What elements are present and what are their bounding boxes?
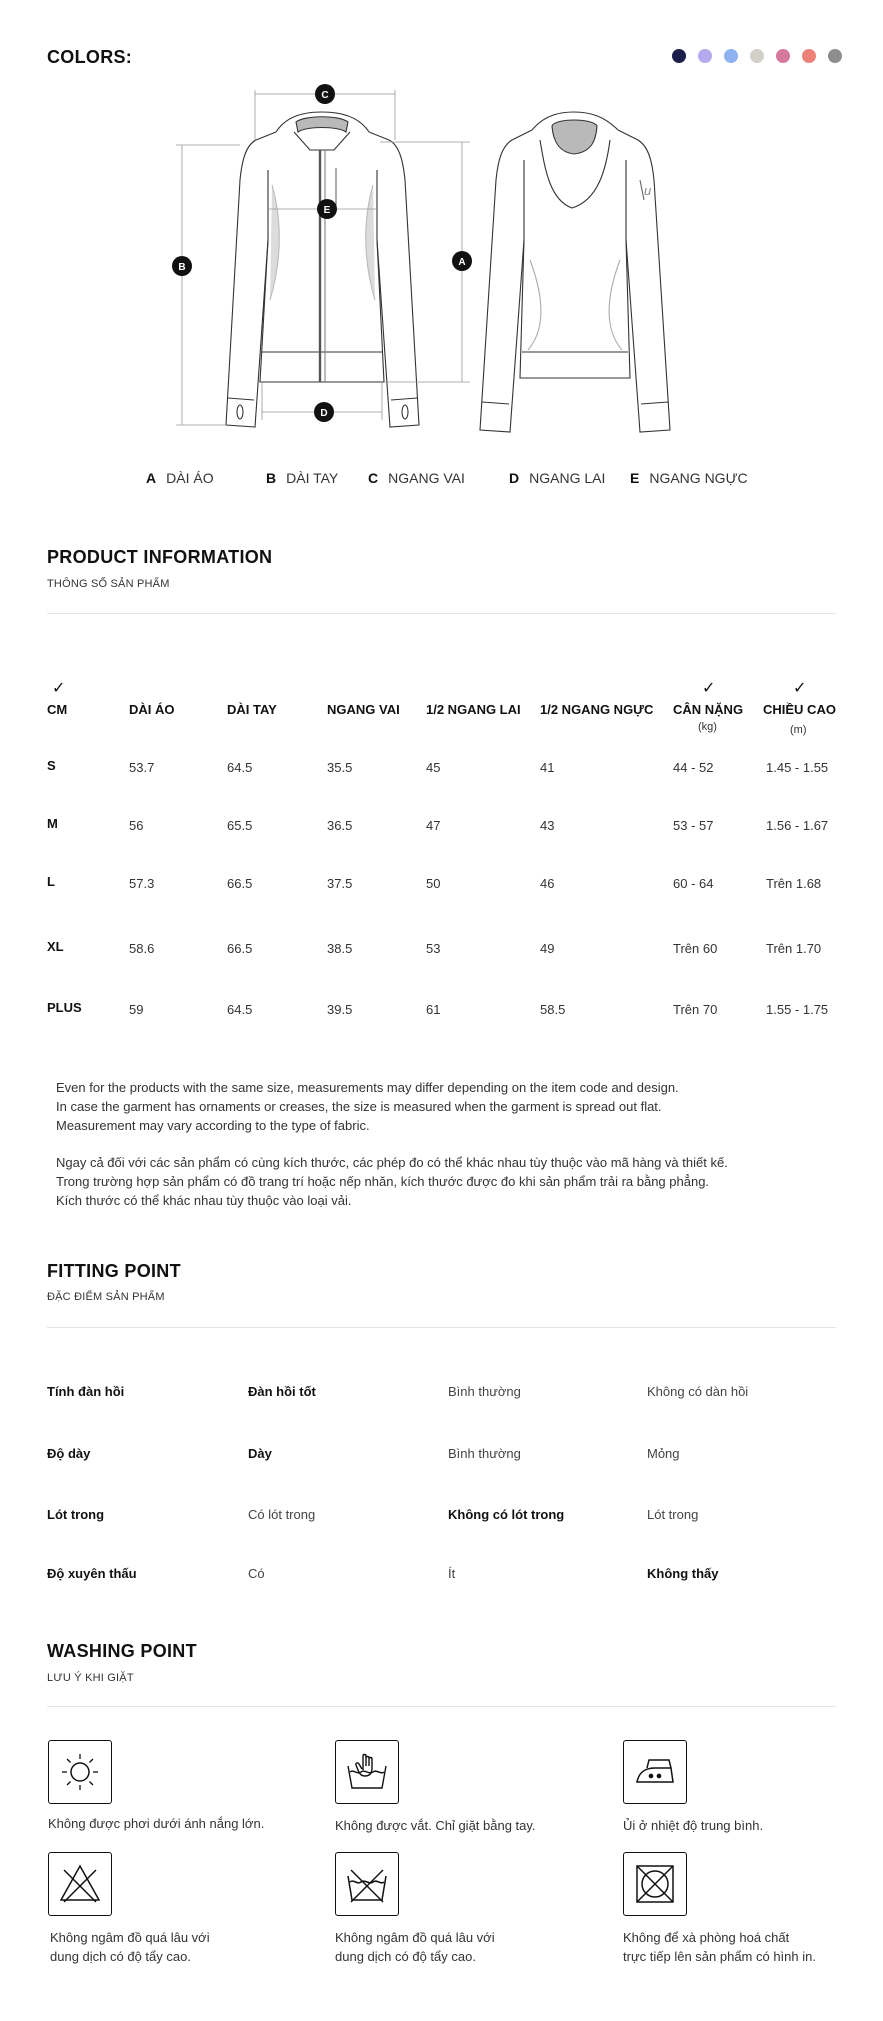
- col-header-hem: 1/2 NGANG LAI: [426, 702, 521, 717]
- fitting-option: Lót trong: [647, 1507, 699, 1522]
- col-header-height: CHIỀU CAO: [763, 702, 836, 717]
- note-line: Even for the products with the same size, measurements may differ depending on the item code and design.: [56, 1080, 679, 1095]
- marker-e: E: [323, 205, 331, 216]
- fitting-option: Mỏng: [647, 1446, 680, 1461]
- color-swatch[interactable]: [828, 49, 842, 63]
- size-cell: 59: [129, 1002, 144, 1017]
- wash-note-line: dung dịch có độ tẩy cao.: [335, 1949, 476, 1964]
- wash-note: Không được phơi dưới ánh nắng lớn.: [48, 1816, 265, 1831]
- marker-b: B: [178, 262, 186, 273]
- wash-note: [50, 1928, 300, 1966]
- size-cell: 47: [426, 818, 441, 833]
- legend-item-d: D NGANG LAI: [509, 470, 606, 486]
- size-cell: 53 - 57: [673, 818, 714, 833]
- size-label: PLUS: [47, 1000, 82, 1015]
- color-swatch[interactable]: [776, 49, 790, 63]
- colors-title: COLORS:: [47, 47, 133, 67]
- size-cell: Trên 1.70: [766, 941, 822, 956]
- size-cell: 61: [426, 1002, 441, 1017]
- wash-note: [623, 1928, 873, 1966]
- size-cell: 64.5: [227, 760, 253, 775]
- size-cell: 41: [540, 760, 555, 775]
- marker-a: A: [458, 257, 466, 268]
- wash-note: Ủi ở nhiệt độ trung bình.: [623, 1818, 764, 1833]
- note-line: In case the garment has ornaments or creases, the size is measured when the garment is spread out flat.: [56, 1099, 662, 1114]
- divider: [47, 613, 836, 614]
- check-icon: ✓: [702, 680, 716, 697]
- legend-item-e: E NGANG NGỰC: [630, 470, 748, 486]
- color-swatch[interactable]: [724, 49, 738, 63]
- wash-note-line: Không ngâm đồ quá lâu với: [335, 1930, 495, 1945]
- size-label: XL: [47, 939, 64, 954]
- size-cell: 43: [540, 818, 555, 833]
- size-cell: 64.5: [227, 1002, 253, 1017]
- no-bleach-icon: [48, 1852, 112, 1916]
- divider: [47, 1706, 836, 1707]
- size-cell: 56: [129, 818, 144, 833]
- fitting-option: Bình thường: [448, 1446, 521, 1461]
- size-diagram: [0, 75, 883, 445]
- notes-vi: [56, 1153, 816, 1210]
- size-cell: Trên 60: [673, 941, 718, 956]
- color-swatch[interactable]: [698, 49, 712, 63]
- size-label: L: [47, 874, 55, 889]
- color-swatches: [672, 49, 842, 63]
- color-swatch[interactable]: [750, 49, 764, 63]
- size-cell: 60 - 64: [673, 876, 714, 891]
- size-cell: 35.5: [327, 760, 353, 775]
- color-swatch[interactable]: [672, 49, 686, 63]
- notes-en: [56, 1078, 816, 1135]
- fitting-option-selected: Không có lót trong: [448, 1507, 565, 1522]
- size-cell: 38.5: [327, 941, 353, 956]
- size-cell: 37.5: [327, 876, 353, 891]
- fitting-option: Bình thường: [448, 1384, 521, 1399]
- size-cell: Trên 70: [673, 1002, 718, 1017]
- fitting-label: Độ dày: [47, 1446, 91, 1461]
- size-cell: 53.7: [129, 760, 155, 775]
- fitting-option-selected: Dày: [248, 1446, 272, 1461]
- size-cell: 58.5: [540, 1002, 566, 1017]
- fitting-label: Độ xuyên thấu: [47, 1566, 137, 1581]
- legend-item-c: C NGANG VAI: [368, 470, 465, 486]
- size-cell: 39.5: [327, 1002, 353, 1017]
- product-info-subtitle: THÔNG SỐ SẢN PHẨM: [47, 578, 170, 590]
- size-cell: 1.45 - 1.55: [766, 760, 829, 775]
- size-cell: 50: [426, 876, 441, 891]
- fitting-option-selected: Đàn hồi tốt: [248, 1384, 316, 1399]
- size-cell: 46: [540, 876, 555, 891]
- marker-d: D: [320, 408, 328, 419]
- check-icon: ✓: [793, 680, 807, 697]
- check-icon: ✓: [52, 680, 66, 697]
- size-cell: 44 - 52: [673, 760, 714, 775]
- fitting-label: Lót trong: [47, 1507, 105, 1522]
- size-cell: 58.6: [129, 941, 155, 956]
- unit-kg: (kg): [698, 721, 717, 733]
- unit-m: (m): [790, 724, 807, 736]
- fitting-option-selected: Không thấy: [647, 1566, 719, 1581]
- note-line: Trong trường hợp sản phẩm có đồ trang trí hoặc nếp nhăn, kích thước được đo khi sản phẩm trải ra bằng phẳng.: [56, 1174, 710, 1189]
- wash-note-line: Không để xà phòng hoá chất: [623, 1930, 790, 1945]
- size-label: S: [47, 758, 56, 773]
- legend-item-a: A DÀI ÁO: [146, 470, 214, 486]
- washing-subtitle: LƯU Ý KHI GIẶT: [47, 1672, 134, 1684]
- size-cell: 1.56 - 1.67: [766, 818, 829, 833]
- size-cell: 57.3: [129, 876, 155, 891]
- no-direct-sun-icon: [48, 1740, 112, 1804]
- fitting-subtitle: ĐẶC ĐIỂM SẢN PHẨM: [47, 1291, 165, 1303]
- marker-c: C: [321, 90, 329, 101]
- fitting-option: Không có dàn hồi: [647, 1384, 749, 1399]
- col-header-weight: CÂN NẶNG: [673, 702, 744, 717]
- color-swatch[interactable]: [802, 49, 816, 63]
- note-line: Measurement may vary according to the type of fabric.: [56, 1118, 370, 1133]
- fitting-title: FITTING POINT: [47, 1261, 181, 1281]
- washing-title: WASHING POINT: [47, 1641, 197, 1661]
- fitting-option: Có lót trong: [248, 1507, 316, 1522]
- size-cell: 65.5: [227, 818, 253, 833]
- note-line: Kích thước có thể khác nhau tùy thuộc vào loại vải.: [56, 1193, 352, 1208]
- no-soak-icon: [335, 1852, 399, 1916]
- col-header-sleeve: DÀI TAY: [227, 702, 277, 717]
- size-label: M: [47, 816, 58, 831]
- wash-note: [335, 1928, 585, 1966]
- divider: [47, 1327, 836, 1328]
- svg-text:u: u: [644, 183, 652, 198]
- size-cell: 66.5: [227, 876, 253, 891]
- no-tumble-dry-icon: [623, 1852, 687, 1916]
- iron-medium-icon: [623, 1740, 687, 1804]
- size-cell: 1.55 - 1.75: [766, 1002, 829, 1017]
- col-header-shoulder: NGANG VAI: [327, 702, 400, 717]
- legend-item-b: B DÀI TAY: [266, 470, 339, 486]
- size-cell: 53: [426, 941, 441, 956]
- fitting-option: Ít: [448, 1566, 456, 1581]
- wash-note: Không được vắt. Chỉ giặt bằng tay.: [335, 1818, 536, 1833]
- wash-note-line: dung dịch có độ tẩy cao.: [50, 1949, 191, 1964]
- measurement-notes: [56, 1078, 816, 1228]
- fitting-option: Có: [248, 1566, 265, 1581]
- wash-note-line: trực tiếp lên sản phẩm có hình in.: [623, 1949, 816, 1964]
- wash-note-line: Không ngâm đồ quá lâu với: [50, 1930, 210, 1945]
- size-cell: 49: [540, 941, 555, 956]
- size-cell: 66.5: [227, 941, 253, 956]
- size-cell: 36.5: [327, 818, 353, 833]
- hand-wash-icon: [335, 1740, 399, 1804]
- note-line: Ngay cả đối với các sản phẩm có cùng kích thước, các phép đo có thể khác nhau tùy thuộc vào mã hàng và thiết kế.: [56, 1155, 728, 1170]
- size-cell: 45: [426, 760, 441, 775]
- col-header-length: DÀI ÁO: [129, 702, 175, 717]
- product-info-title: PRODUCT INFORMATION: [47, 547, 273, 567]
- size-cell: Trên 1.68: [766, 876, 822, 891]
- col-header-chest: 1/2 NGANG NGỰC: [540, 702, 654, 717]
- col-header-cm: CM: [47, 702, 68, 717]
- fitting-label: Tính đàn hồi: [47, 1384, 125, 1399]
